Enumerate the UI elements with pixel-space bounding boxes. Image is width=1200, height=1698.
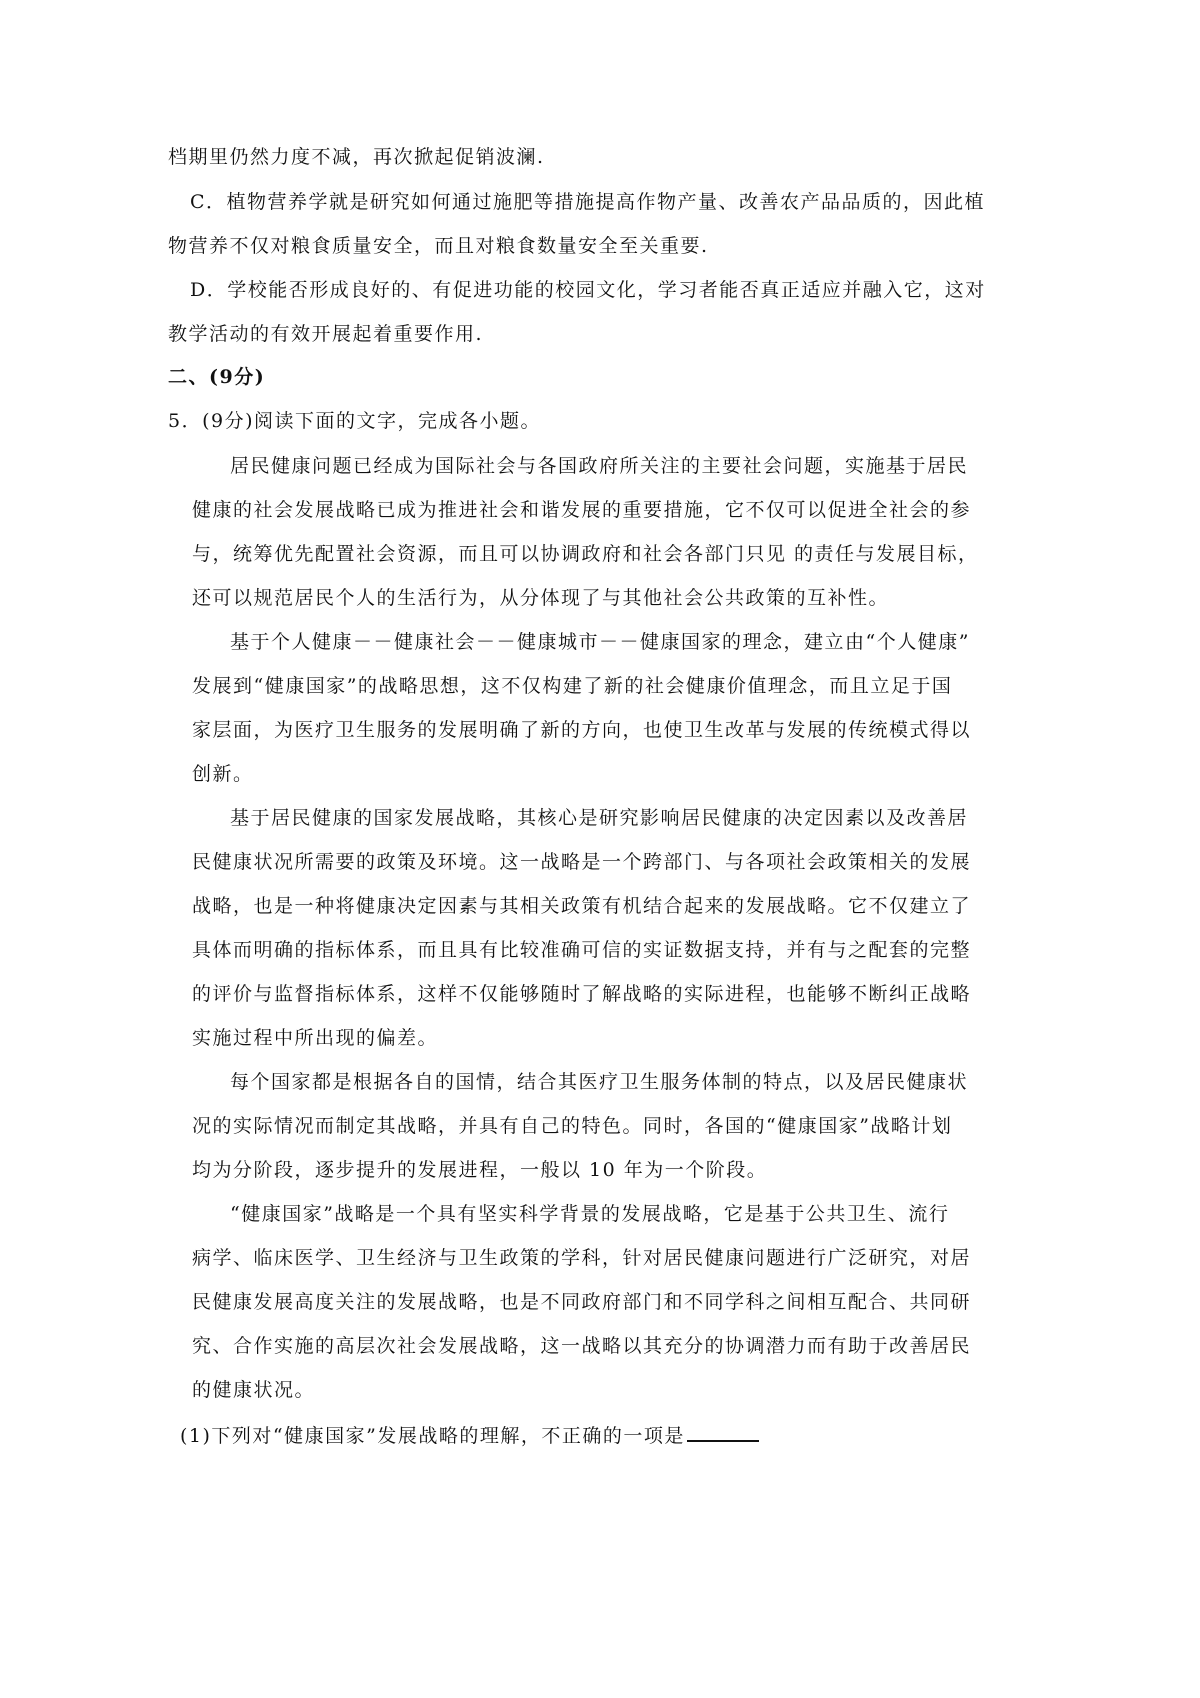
section-heading: 二、(9分) bbox=[168, 366, 266, 388]
passage-p4-line: 每个国家都是根据各自的国情，结合其医疗卫生服务体制的特点，以及居民健康状 bbox=[230, 1071, 969, 1093]
passage-p4-line: 况的实际情况而制定其战略，并具有自己的特色。同时，各国的“健康国家”战略计划 bbox=[192, 1115, 953, 1137]
passage-p5-line: 民健康发展高度关注的发展战略，也是不同政府部门和不同学科之间相互配合、共同研 bbox=[192, 1291, 972, 1313]
sub-question-1-text: (1)下列对“健康国家”发展战略的理解，不正确的一项是 bbox=[180, 1425, 685, 1447]
passage-p3-line: 的评价与监督指标体系，这样不仅能够随时了解战略的实际进程，也能够不断纠正战略 bbox=[192, 983, 972, 1005]
option-c-line-1: C．植物营养学就是研究如何通过施肥等措施提高作物产量、改善农产品品质的，因此植 bbox=[190, 191, 986, 213]
passage-p2-line: 基于个人健康－－健康社会－－健康城市－－健康国家的理念，建立由“个人健康” bbox=[230, 631, 970, 653]
passage-p2-line: 家层面，为医疗卫生服务的发展明确了新的方向，也使卫生改革与发展的传统模式得以 bbox=[192, 719, 972, 741]
passage-p1-line: 健康的社会发展战略已成为推进社会和谐发展的重要措施，它不仅可以促进全社会的参 bbox=[192, 499, 972, 521]
option-b-end: 档期里仍然力度不减，再次掀起促销波澜. bbox=[168, 146, 545, 168]
passage-p4-line: 均为分阶段，逐步提升的发展进程，一般以 10 年为一个阶段。 bbox=[192, 1159, 768, 1181]
passage-p5-line: “健康国家”战略是一个具有坚实科学背景的发展战略，它是基于公共卫生、流行 bbox=[230, 1203, 950, 1225]
option-d-line-2: 教学活动的有效开展起着重要作用. bbox=[168, 323, 484, 345]
sub-question-1 bbox=[180, 1420, 759, 1450]
passage-p5-line: 病学、临床医学、卫生经济与卫生政策的学科，针对居民健康问题进行广泛研究，对居 bbox=[192, 1247, 972, 1269]
passage-p1-line: 还可以规范居民个人的生活行为，从分体现了与其他社会公共政策的互补性。 bbox=[192, 587, 890, 609]
passage-p1-line: 与，统筹优先配置社会资源，而且可以协调政府和社会各部门只见 的责任与发展目标， bbox=[192, 543, 979, 565]
passage-p2-line: 发展到“健康国家”的战略思想，这不仅构建了新的社会健康价值理念，而且立足于国 bbox=[192, 675, 953, 697]
passage-p5-line: 究、合作实施的高层次社会发展战略，这一战略以其充分的协调潜力而有助于改善居民 bbox=[192, 1335, 972, 1357]
passage-p3-line: 民健康状况所需要的政策及环境。这一战略是一个跨部门、与各项社会政策相关的发展 bbox=[192, 851, 972, 873]
passage-p3-line: 基于居民健康的国家发展战略，其核心是研究影响居民健康的决定因素以及改善居 bbox=[230, 807, 969, 829]
passage-p5-line: 的健康状况。 bbox=[192, 1379, 316, 1401]
question-stem: 5．(9分)阅读下面的文字，完成各小题。 bbox=[168, 410, 542, 432]
option-d-line-1: D．学校能否形成良好的、有促进功能的校园文化，学习者能否真正适应并融入它，这对 bbox=[190, 279, 986, 301]
passage-p3-line: 战略，也是一种将健康决定因素与其相关政策有机结合起来的发展战略。它不仅建立了 bbox=[192, 895, 972, 917]
answer-blank[interactable] bbox=[687, 1420, 759, 1442]
passage-p3-line: 实施过程中所出现的偏差。 bbox=[192, 1027, 439, 1049]
passage-p3-line: 具体而明确的指标体系，而且具有比较准确可信的实证数据支持，并有与之配套的完整 bbox=[192, 939, 972, 961]
passage-p1-line: 居民健康问题已经成为国际社会与各国政府所关注的主要社会问题，实施基于居民 bbox=[230, 455, 969, 477]
option-c-line-2: 物营养不仅对粮食质量安全，而且对粮食数量安全至关重要. bbox=[168, 235, 709, 257]
passage-p2-line: 创新。 bbox=[192, 763, 254, 785]
